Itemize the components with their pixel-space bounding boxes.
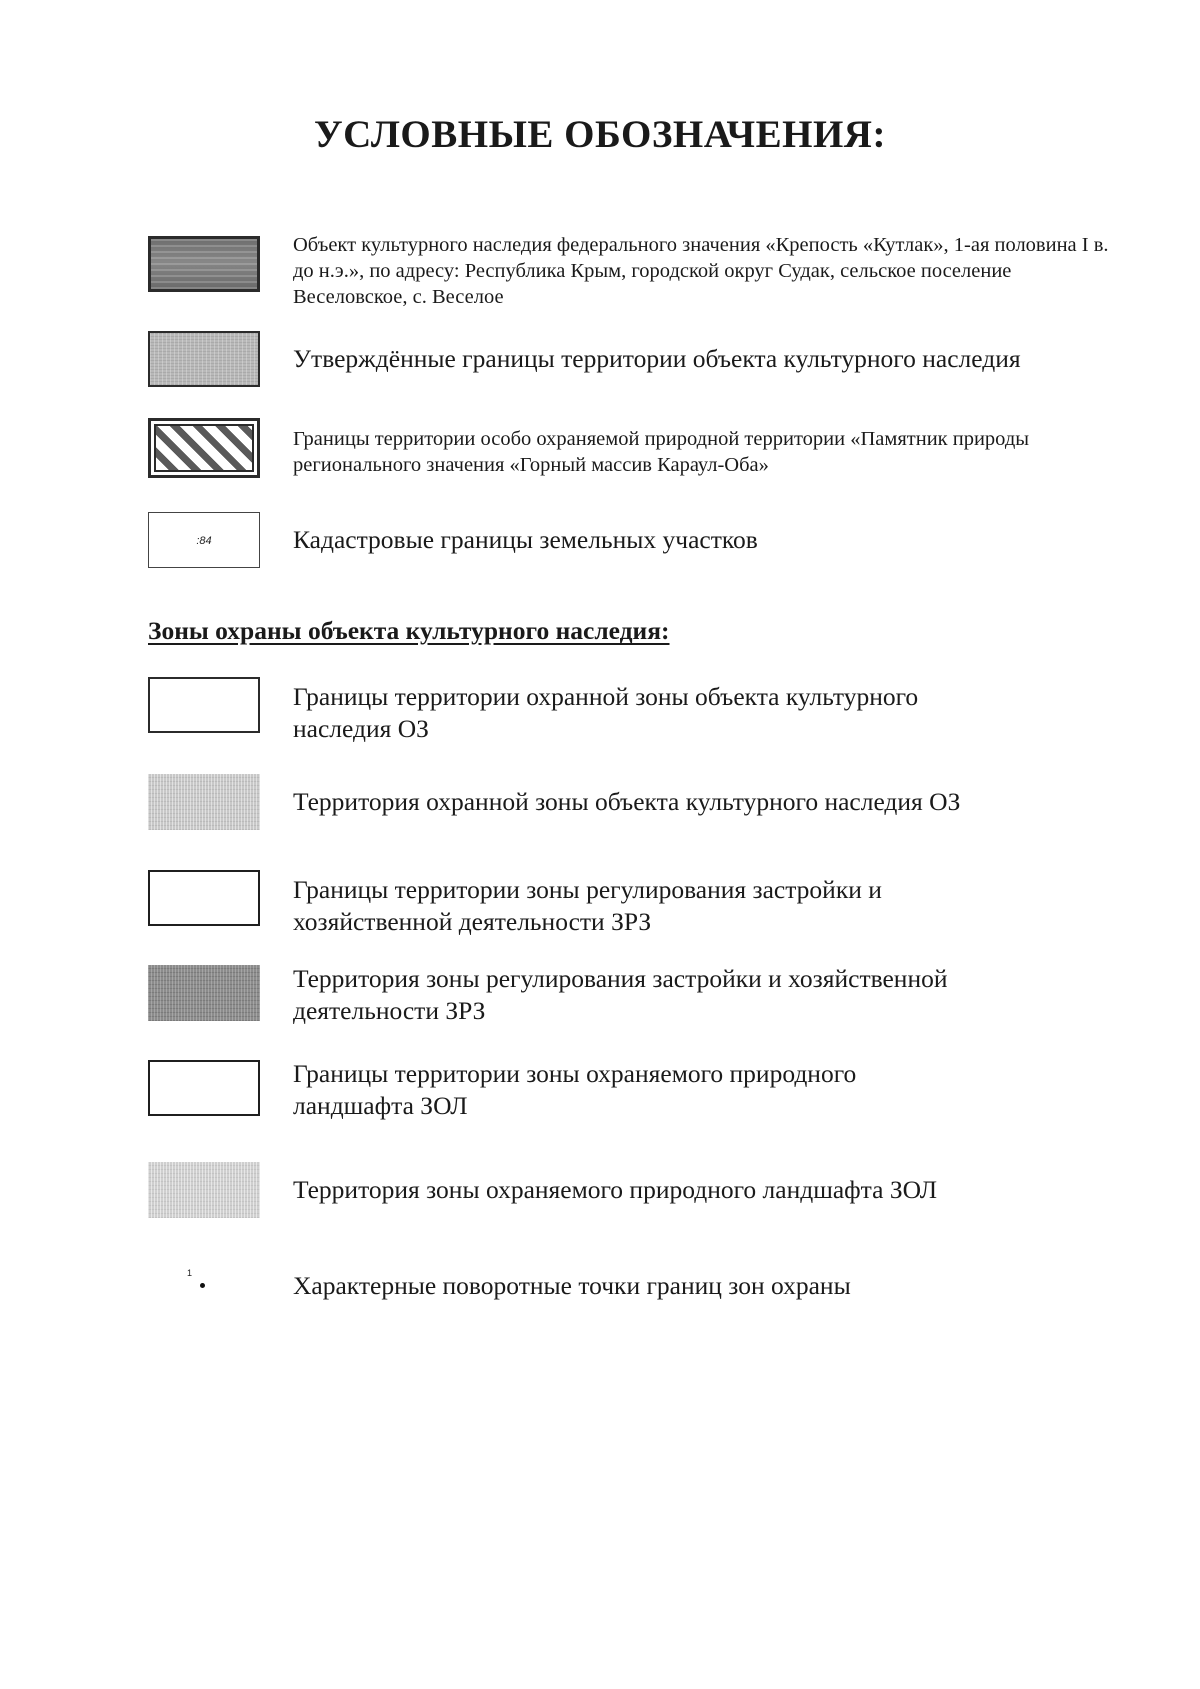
light-fill-swatch-icon bbox=[148, 1162, 260, 1218]
outline-swatch-icon bbox=[148, 677, 260, 733]
zone-item-text: Границы территории зоны регулирования застройки и хозяйственной деятельности ЗРЗ bbox=[293, 875, 882, 937]
approved-territory-swatch-icon bbox=[148, 331, 260, 387]
legend-item-text: Утверждённые границы территории объекта культурного наследия bbox=[293, 344, 1021, 373]
heritage-object-swatch-icon bbox=[148, 236, 260, 292]
point-dot-icon bbox=[200, 1283, 205, 1288]
outline-swatch-icon bbox=[148, 1060, 260, 1116]
zone-item-text: Территория зоны регулирования застройки и хозяйственной деятельности ЗРЗ bbox=[293, 964, 948, 1026]
zone-item-text: Границы территории зоны охраняемого природного ландшафта ЗОЛ bbox=[293, 1059, 857, 1121]
zone-item-text: Границы территории охранной зоны объекта культурного наследия ОЗ bbox=[293, 682, 919, 744]
page-title: УСЛОВНЫЕ ОБОЗНАЧЕНИЯ: bbox=[314, 113, 886, 156]
section-heading: Зоны охраны объекта культурного наследия: bbox=[148, 616, 670, 645]
zone-item-text: Территория охранной зоны объекта культурного наследия ОЗ bbox=[293, 787, 961, 816]
cadastral-boundary-swatch-icon: :84 bbox=[148, 512, 260, 568]
legend-item-text: Кадастровые границы земельных участков bbox=[293, 525, 758, 554]
outline-swatch-icon bbox=[148, 870, 260, 926]
point-number-label: 1 bbox=[187, 1268, 193, 1278]
hatched-area-swatch-icon bbox=[148, 418, 260, 478]
zone-item-text: Территория зоны охраняемого природного ландшафта ЗОЛ bbox=[293, 1175, 938, 1204]
zone-item-text: Характерные поворотные точки границ зон охраны bbox=[293, 1271, 851, 1300]
dark-fill-swatch-icon bbox=[148, 965, 260, 1021]
light-fill-swatch-icon bbox=[148, 774, 260, 830]
legend-item-text: Границы территории особо охраняемой природной территории «Памятник природы регионального значения «Горный массив Караул-Оба» bbox=[293, 428, 1030, 477]
point-marker-icon bbox=[148, 1268, 260, 1304]
legend-item-text: Объект культурного наследия федерального значения «Крепость «Кутлак», 1-ая половина I в. до н.э.», по адресу: Республика Крым, городской округ Судак, сельское поселение Веселовское, с. Веселое bbox=[293, 234, 1109, 309]
